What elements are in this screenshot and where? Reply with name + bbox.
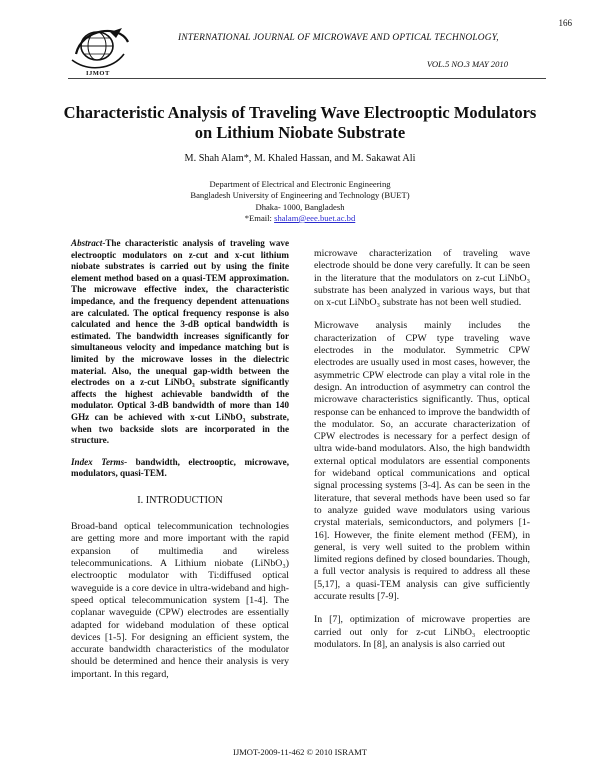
footer: IJMOT-2009-11-462 © 2010 ISRAMT	[232, 747, 368, 757]
right-paragraph-1: microwave characterization of traveling wave electrode should be done very carefully. It can be seen in the literature that the modulators on z-cut LiNbO₃ substrate has been analyzed in various ways, but that on x-cut LiNbO₃ substrate has not been well studied.	[314, 248, 530, 309]
email-label: *Email:	[244, 212, 275, 223]
journal-name: INTERNATIONAL JOURNAL OF MICROWAVE AND OPTICAL TECHNOLOGY,	[178, 33, 499, 43]
right-paragraph-3: In [7], optimization of microwave properties are carried out only for z-cut LiNbO₃ electrooptic modulators. In [8], an analysis is also carried out	[314, 614, 530, 650]
page-number: 166	[558, 18, 572, 28]
right-paragraph-2: Microwave analysis mainly includes the characterization of CPW type traveling wave electrodes in the modulator. Symmetric CPW electrodes are usually used in most cases, however, the asymmetric CPW electrode can play a vital role in the design. An introduction of asymmetry can control the microwave characteristics significantly. Thus, optical response can be enhanced to improve the bandwidth of the modulator. So, an accurate characterization of CPW electrodes is necessary for a perfect design of ultra wide-band modulators. Also, the high bandwidth external optical modulators are essential components for wideband optical communications and optical signal processing systems [3-4]. As can be seen in the literature, that several methods have been used so far to analyze guided wave modulators using various crystal materials, semiconductors, and polymers [1-16]. However, the finite element method (FEM), in general, is very well suited to the problem within limited regions defined by closed boundaries. Though, a full vector analysis is required to address all these [5,17], a quasi-TEM analysis can give sufficiently accurate results [7-9].	[314, 320, 530, 603]
city: Dhaka- 1000, Bangladesh	[255, 201, 345, 212]
email-line	[60, 213, 540, 224]
header-rule	[68, 78, 546, 79]
section-title: I. INTRODUCTION	[137, 494, 223, 506]
authors: M. Shah Alam*, M. Khaled Hassan, and M. Sakawat Ali	[184, 153, 416, 164]
abstract-label: Abstract-	[71, 238, 106, 248]
intro-paragraph: Broad-band optical telecommunication technologies are getting more and more important with the rapid expansion of multimedia and wireless telecommunications. A Lithium niobate (LiNbO₃) electrooptic modulator with Ti:diffused optical waveguide is a core device in ultra-wideband and high-speed optical telecommunication system [1-4]. The coplanar waveguide (CPW) electrodes are essentially adapted for wideband modulation of these optical devices [1-5]. For designing an efficient system, the accurate bandwidth characteristics of the modulator should be determined and hence their analysis is very important. In this regard,	[71, 521, 289, 680]
left-column	[71, 238, 289, 681]
index-terms	[71, 457, 289, 480]
email-link[interactable]: shalam@eee.buet.ac.bd	[274, 212, 356, 223]
index-terms-text: bandwidth, electrooptic, microwave, modulators, quasi-TEM.	[71, 456, 289, 479]
abstract-text: The characteristic analysis of traveling wave electrooptic modulators on z-cut and x-cut lithium niobate substrates is carried out by using the finite element method based on a quasi-TEM approximation. The microwave effective index, the characteristic impedance, and the frequency dependent attenuations are calculated. The optical frequency response is also calculated and hence the 3-dB optical bandwidth is estimated. The bandwidth increases significantly for simultaneous velocity and impedance matching but is limited by the microwave losses in the dielectric material. Also, the unequal gap-width between the electrodes on a z-cut LiNbO₃ substrate significantly affects the highest achievable bandwidth of the modulator. Optical 3-dB bandwidth of more than 140 GHz can be achieved with x-cut LiNbO₃ substrate, when two backside slots are incorporated in the structure.	[71, 238, 289, 446]
issue-info: VOL.5 NO.3 MAY 2010	[426, 59, 508, 69]
right-column	[314, 248, 530, 651]
department: Department of Electrical and Electronic Engineering	[209, 179, 391, 189]
university: Bangladesh University of Engineering and Technology (BUET)	[190, 190, 410, 201]
paper-title: Characteristic Analysis of Traveling Wave Electrooptic Modulators on Lithium Niobate Substrate	[63, 103, 537, 142]
logo-text: IJMOT	[86, 70, 110, 77]
affiliation	[60, 179, 540, 224]
abstract	[71, 238, 289, 447]
index-terms-label: Index Terms-	[71, 456, 128, 467]
